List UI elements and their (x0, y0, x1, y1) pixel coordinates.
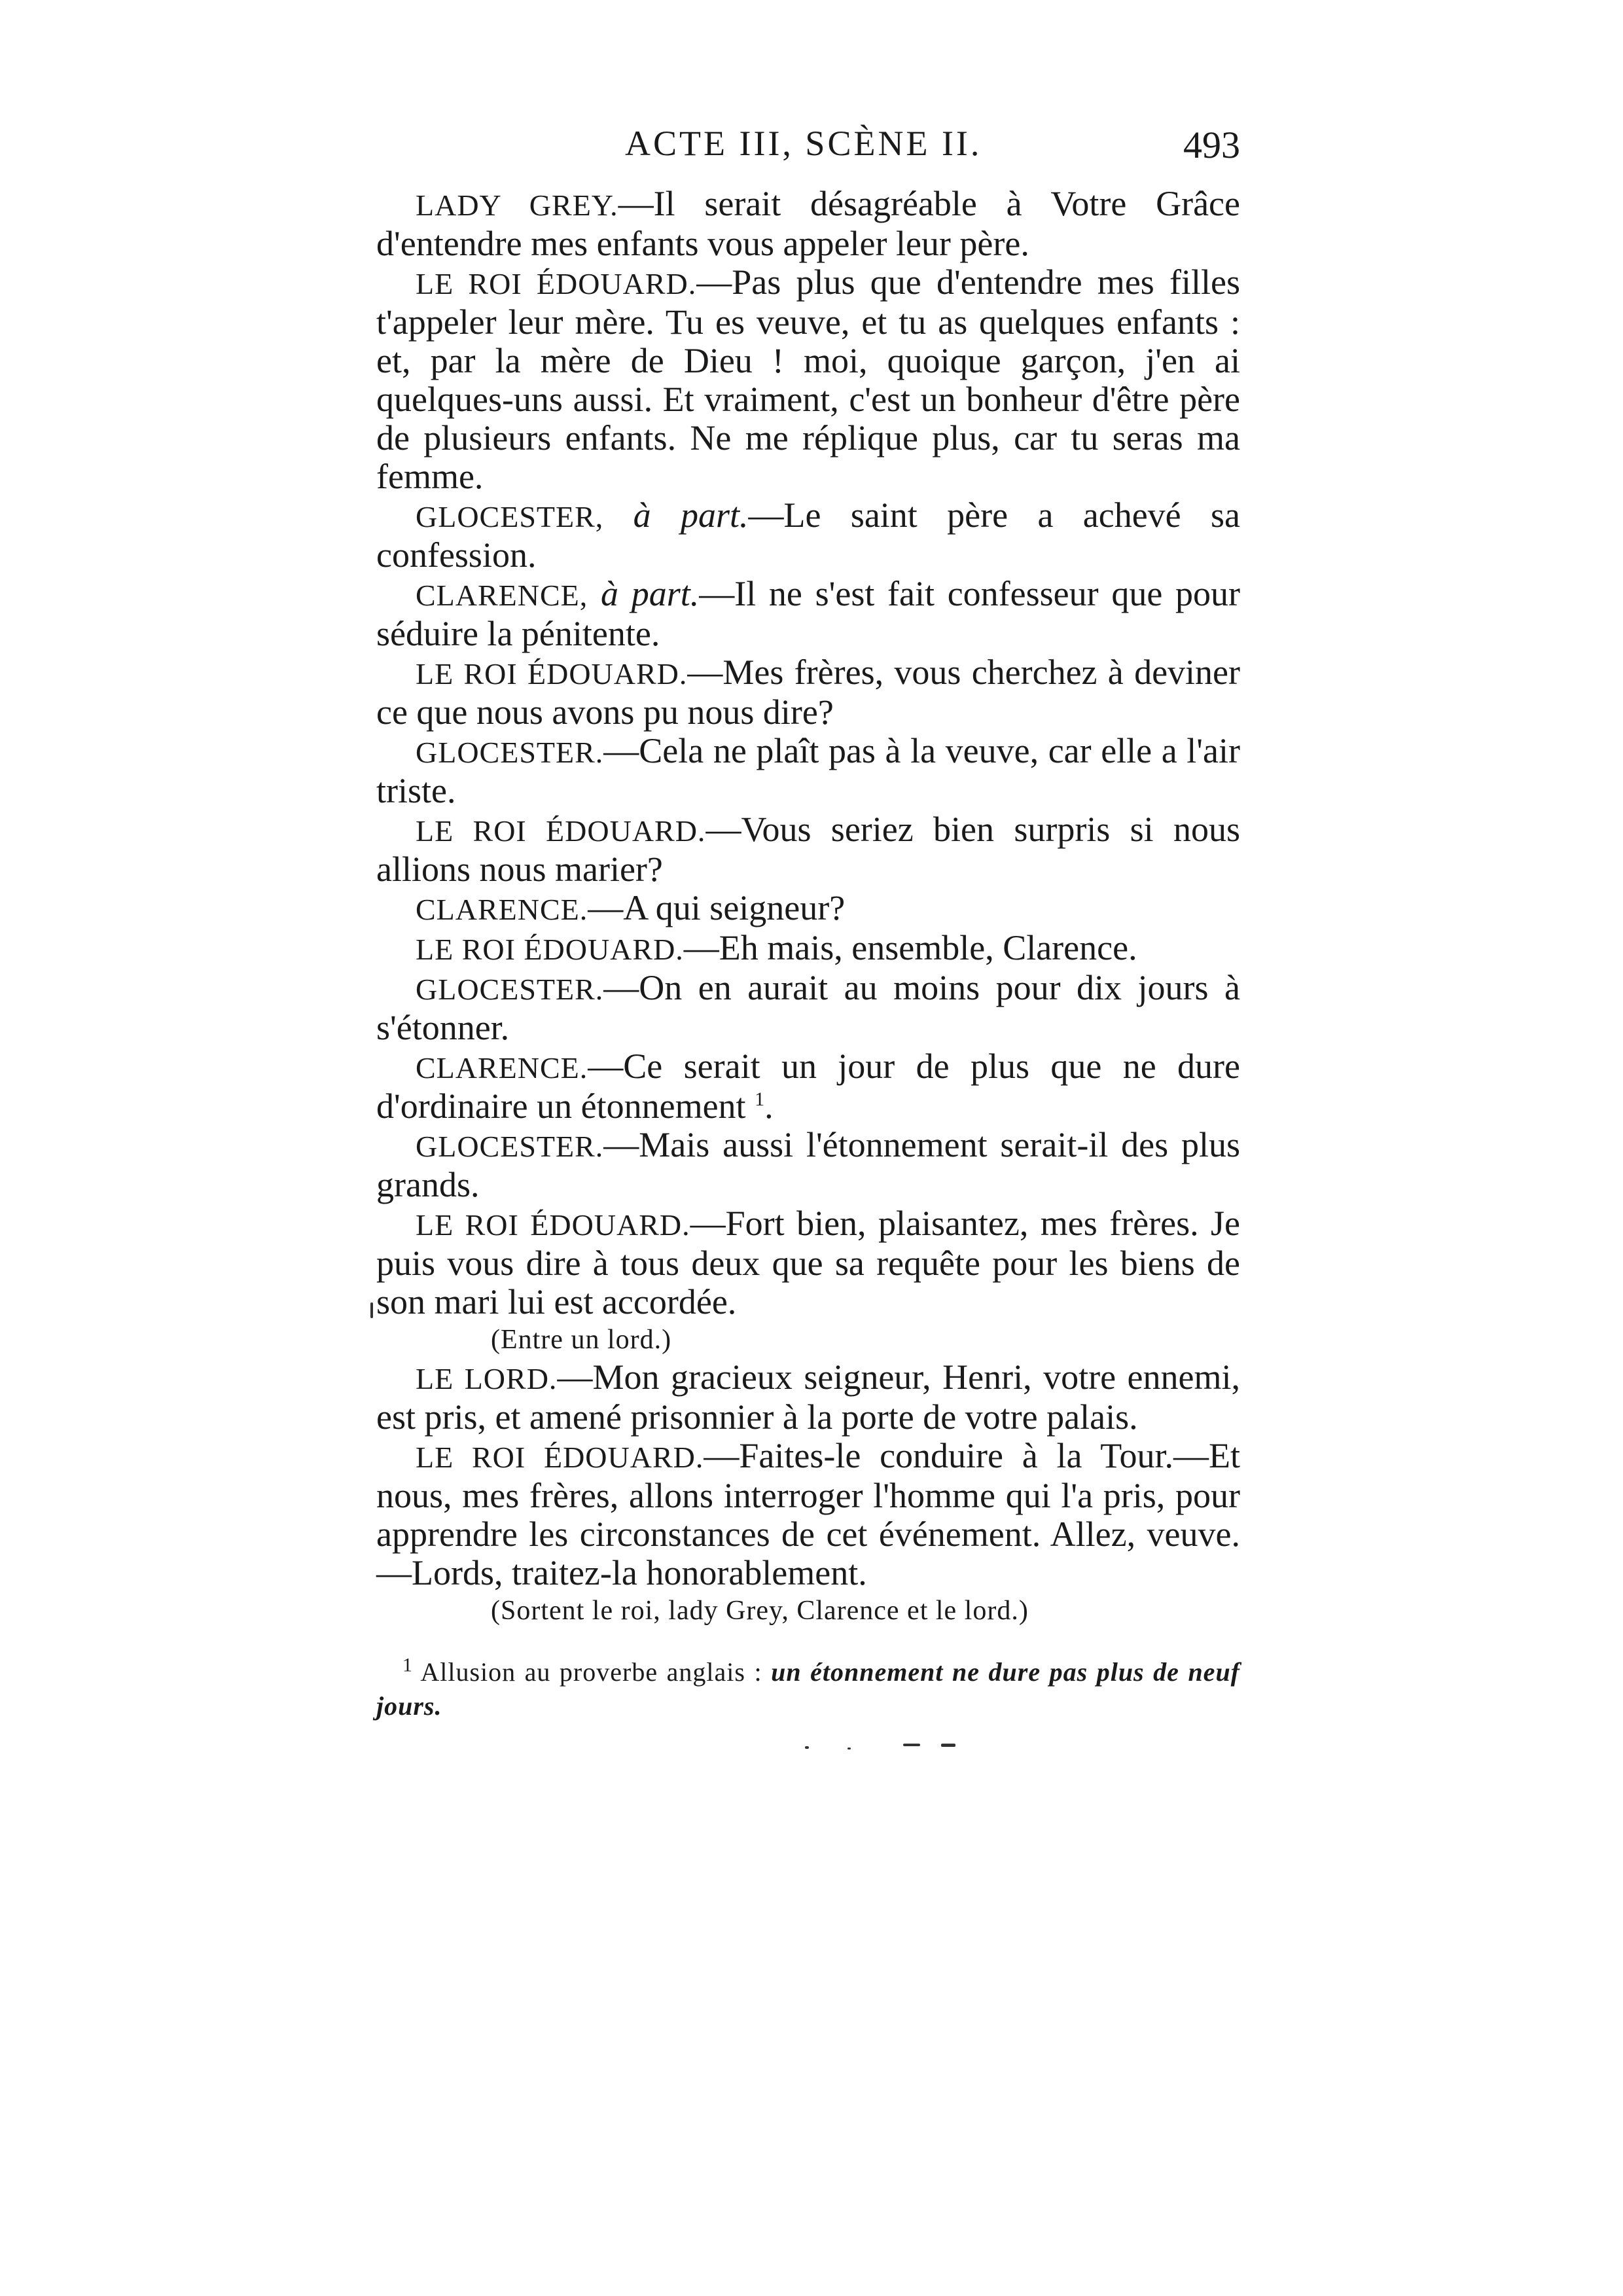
speech-text: —Faites-le conduire à la Tour.—Et nous, mes frères, allons interroger l'homme qui l'a pris, pour apprendre les circonstances de cet événement. Allez, veuve.—Lords, traitez-la honorablement. (376, 1436, 1241, 1592)
footnote-reference[interactable]: 1 (755, 1088, 765, 1110)
print-speck (847, 1748, 851, 1749)
speech-paragraph (376, 185, 1240, 263)
speaker-name: GLOCESTER. (416, 973, 604, 1006)
print-speck (805, 1746, 809, 1749)
speaker-name: CLARENCE. (416, 1051, 588, 1085)
speaker-name: LE ROI ÉDOUARD. (416, 814, 706, 848)
speech-text: —Il serait désagréable à Votre Grâce d'entendre mes enfants vous appeler leur père. (376, 184, 1240, 263)
speech-text: —Mes frères, vous cherchez à deviner ce que nous avons pu nous dire? (376, 653, 1240, 732)
speaker-name: CLARENCE, (416, 579, 588, 612)
speaker-name: GLOCESTER, (416, 500, 604, 533)
stage-direction-exit: (Sortent le roi, lady Grey, Clarence et le lord.) (491, 1596, 1029, 1626)
speech-paragraph (376, 1126, 1240, 1204)
page-number: 493 (1183, 124, 1240, 166)
speaker-name: LE LORD. (416, 1362, 558, 1395)
print-speck (903, 1744, 920, 1746)
speech-paragraph (376, 1358, 1240, 1437)
speech-text: —Pas plus que d'entendre mes filles t'appeler leur mère. Tu es veuve, et tu as quelques enfants : et, par la mère de Dieu ! moi, quoique garçon, j'en ai quelques-uns aussi. Et vraiment, c'est un bonheur d'être père de plusieurs enfants. Ne me réplique plus, car tu seras ma femme. (376, 262, 1241, 496)
speech-paragraph (376, 1437, 1240, 1592)
stage-aside: à part. (633, 495, 749, 535)
speaker-name: LE ROI ÉDOUARD. (416, 657, 688, 691)
speech-text: —Mon gracieux seigneur, Henri, votre ennemi, est pris, et amené prisonnier à la porte de votre palais. (376, 1357, 1240, 1437)
print-speck (370, 1302, 373, 1318)
print-speck (941, 1744, 955, 1747)
speech-text: —A qui seigneur? (588, 888, 846, 927)
speech-paragraph (376, 1204, 1240, 1321)
speech-text: —Le saint père a achevé sa confession. (376, 495, 1240, 575)
speech-text: —Il ne s'est fait confesseur que pour séduire la pénitente. (376, 574, 1240, 653)
speech-paragraph (376, 929, 1240, 969)
footnote-marker: 1 (402, 1654, 413, 1676)
speech-paragraph (376, 889, 1240, 929)
speech-paragraph (376, 496, 1240, 575)
speech-text: —Ce serait un jour de plus que ne dure d'ordinaire un étonnement (376, 1047, 1240, 1126)
speaker-name: LE ROI ÉDOUARD. (416, 1208, 690, 1242)
speech-paragraph (376, 263, 1240, 496)
speaker-name: CLARENCE. (416, 893, 588, 926)
footnote (376, 1655, 1240, 1723)
speech-text: —Vous seriez bien surpris si nous allions nous marier? (376, 810, 1240, 889)
speech-text: —On en aurait au moins pour dix jours à s'étonner. (376, 968, 1240, 1047)
speech-text: —Cela ne plaît pas à la veuve, car elle a l'air triste. (376, 731, 1240, 810)
footnote-quote: un étonnement ne dure pas plus de neuf jours. (376, 1657, 1241, 1721)
speech-paragraph (376, 732, 1240, 810)
page-header (376, 123, 1240, 169)
speech-text: —Eh mais, ensemble, Clarence. (683, 928, 1137, 967)
speech-paragraph (376, 810, 1240, 889)
speech-text: —Fort bien, plaisantez, mes frères. Je puis vous dire à tous deux que sa requête pour les biens de son mari lui est accordée. (376, 1204, 1240, 1321)
stage-aside: à part. (601, 574, 700, 613)
page-body (376, 185, 1240, 1723)
speech-paragraph (376, 575, 1240, 653)
speaker-name: GLOCESTER. (416, 736, 604, 769)
speaker-name: LADY GREY. (416, 188, 618, 222)
speaker-name: LE ROI ÉDOUARD. (416, 1441, 704, 1474)
running-title: ACTE III, SCÈNE II. (625, 124, 982, 163)
speech-paragraph (376, 1047, 1240, 1126)
speaker-name: LE ROI ÉDOUARD. (416, 933, 684, 966)
speaker-name: LE ROI ÉDOUARD. (416, 267, 697, 300)
speech-text-end: . (764, 1086, 774, 1126)
speech-paragraph (376, 653, 1240, 732)
speaker-name: GLOCESTER. (416, 1130, 604, 1163)
stage-direction-entry: (Entre un lord.) (491, 1325, 672, 1355)
speech-paragraph (376, 969, 1240, 1047)
speech-text: —Mais aussi l'étonnement serait-il des plus grands. (376, 1125, 1240, 1204)
footnote-text: Allusion au proverbe anglais : (420, 1657, 762, 1687)
